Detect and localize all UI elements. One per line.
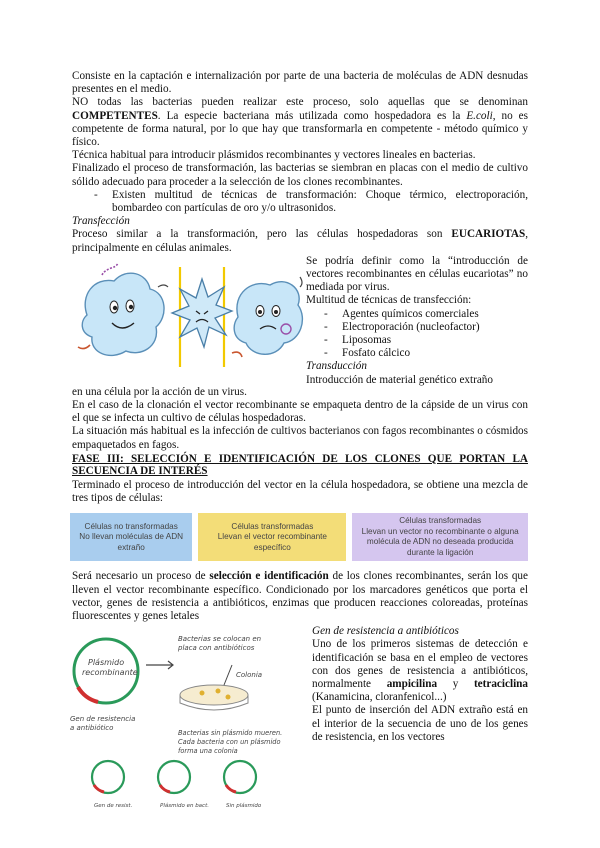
- transfeccion-section: [72, 255, 528, 387]
- cell-illustration: [72, 255, 306, 375]
- transfection-techniques-list: [306, 308, 528, 361]
- label-recombinante: recombinante: [82, 668, 138, 678]
- cartoon-cells-image: [72, 257, 306, 371]
- bullet-transform-techniques: - Existen multitud de técnicas de transformación: Choque térmico, electroporación, bombardeo con partículas de oro y/o ultrasonidos.: [94, 188, 528, 215]
- document-body: [72, 70, 528, 815]
- paragraph-transfeccion: Proceso similar a la transformación, pero las células hospedadoras son EUCARIOTAS, principalmente en células animales.: [72, 228, 528, 254]
- heading-gen-resistencia: Gen de resistencia a antibióticos: [312, 625, 459, 638]
- paragraph-seleccion: Será necesario un proceso de selección e identificación de los clones recombinantes, serán los que lleven el vector recombinante específico. Condicionado por los marcadores genéticos que porta el vector, genes de resistencia a antibióticos, enzimas que producen reacciones coloreadas, proteínas fluorescentes y genes letales: [72, 570, 528, 622]
- paragraph-deteccion: Uno de los primeros sistemas de detección e identificación se basa en el empleo de vectores con dos genes de resistencia a antibióticos, normalmente ampicilina y tetraciclina (Kanamicina, cloranfenicol...): [312, 638, 529, 704]
- label-bacterias-1: Bacterias se colocan en: [178, 635, 262, 644]
- label-caption-2: Cada bacteria con un plásmido: [178, 738, 281, 747]
- list-item: - Fosfato cálcico: [324, 347, 411, 360]
- label-caption-3: forma una colonia: [178, 747, 238, 756]
- plasmid-selection-diagram: [64, 625, 304, 813]
- antibiotic-figure: [72, 625, 312, 815]
- antibiotic-text: [312, 625, 528, 815]
- label-plasmido: Plásmido: [88, 658, 125, 668]
- box-no-transformadas: Células no transformadas No llevan moléculas de ADN extraño: [70, 513, 192, 561]
- paragraph-insercion: El punto de inserción del ADN extraño está en el interior de la secuencia de uno de los genes de resistencia, en los vectores: [312, 704, 528, 743]
- paragraph-mezcla: Terminado el proceso de introducción del vector en la célula hospedadora, se obtiene una mezcla de tres tipos de células:: [72, 478, 528, 505]
- box-transformadas-recombinante: Células transformadas Llevan el vector recombinante específico: [198, 513, 346, 561]
- heading-transduccion: Transducción: [306, 360, 367, 373]
- list-item: - Agentes químicos comerciales: [324, 307, 479, 320]
- paragraph-competence: Consiste en la captación e internalización por parte de una bacteria de moléculas de ADN desnudas presentes en el medio.: [72, 70, 528, 96]
- label-gen-2: a antibiótico: [70, 724, 114, 733]
- box-transformadas-no-recombinante: Células transformadas Llevan un vector no recombinante o alguna molécula de ADN no deseada producida durante la ligación: [352, 513, 528, 561]
- paragraph-transduccion-b: en una célula por la acción de un virus.: [72, 385, 247, 398]
- paragraph-transduccion-a: Introducción de material genético extraño: [306, 373, 493, 386]
- transfeccion-text: [306, 255, 528, 387]
- paragraph-definition: Se podría definir como la “introducción de vectores recombinantes en células eucariotas” no mediada por virus.: [306, 254, 528, 294]
- paragraph-fagos: La situación más habitual es la infección de cultivos bacterianos con fagos recombinantes o cósmidos empaquetados en fagos.: [72, 425, 528, 451]
- section-heading-fase-iii: FASE III: SELECCIÓN E IDENTIFICACIÓN DE LOS CLONES QUE PORTAN LA SECUENCIA DE INTERÉS: [72, 452, 528, 478]
- label-gen-1: Gen de resistencia: [70, 715, 136, 724]
- paragraph-multitud: Multitud de técnicas de transfección:: [306, 294, 472, 307]
- paragraph-competentes: NO todas las bacterias pueden realizar este proceso, solo aquellas que se denominan COMPETENTES. La especie bacteriana más utilizada como hospedadora es la E.coli, no es competente de forma natural, por lo que hay que transformarla en competente - método químico y físico.: [72, 96, 528, 149]
- label-bacterias-2: placa con antibióticos: [178, 644, 255, 653]
- list-item: - Liposomas: [324, 334, 392, 347]
- label-dish-2: Plásmido en bact.: [160, 803, 209, 810]
- list-item: - Electroporación (nucleofactor): [324, 320, 480, 333]
- paragraph-clonacion: En el caso de la clonación el vector recombinante se empaqueta dentro de la cápside de un virus con el que se infecta un cultivo de células hospedadoras.: [72, 399, 528, 425]
- paragraph-finalizado: Finalizado el proceso de transformación, las bacterias se siembran en placas con el medio de cultivo sólido adecuado para proceder a la selección de los clones recombinantes.: [72, 162, 528, 188]
- heading-transfeccion: Transfección: [72, 215, 130, 228]
- label-dish-3: Sin plásmido: [226, 803, 262, 810]
- cell-types-boxes: [70, 513, 528, 561]
- label-dish-1: Gen de resist.: [94, 803, 133, 810]
- paragraph-technique: Técnica habitual para introducir plásmidos recombinantes y vectores lineales en bacterias.: [72, 149, 476, 162]
- label-caption-1: Bacterias sin plásmido mueren.: [178, 729, 283, 738]
- antibiotic-section: [72, 625, 528, 815]
- label-colonia: Colonia: [236, 671, 263, 680]
